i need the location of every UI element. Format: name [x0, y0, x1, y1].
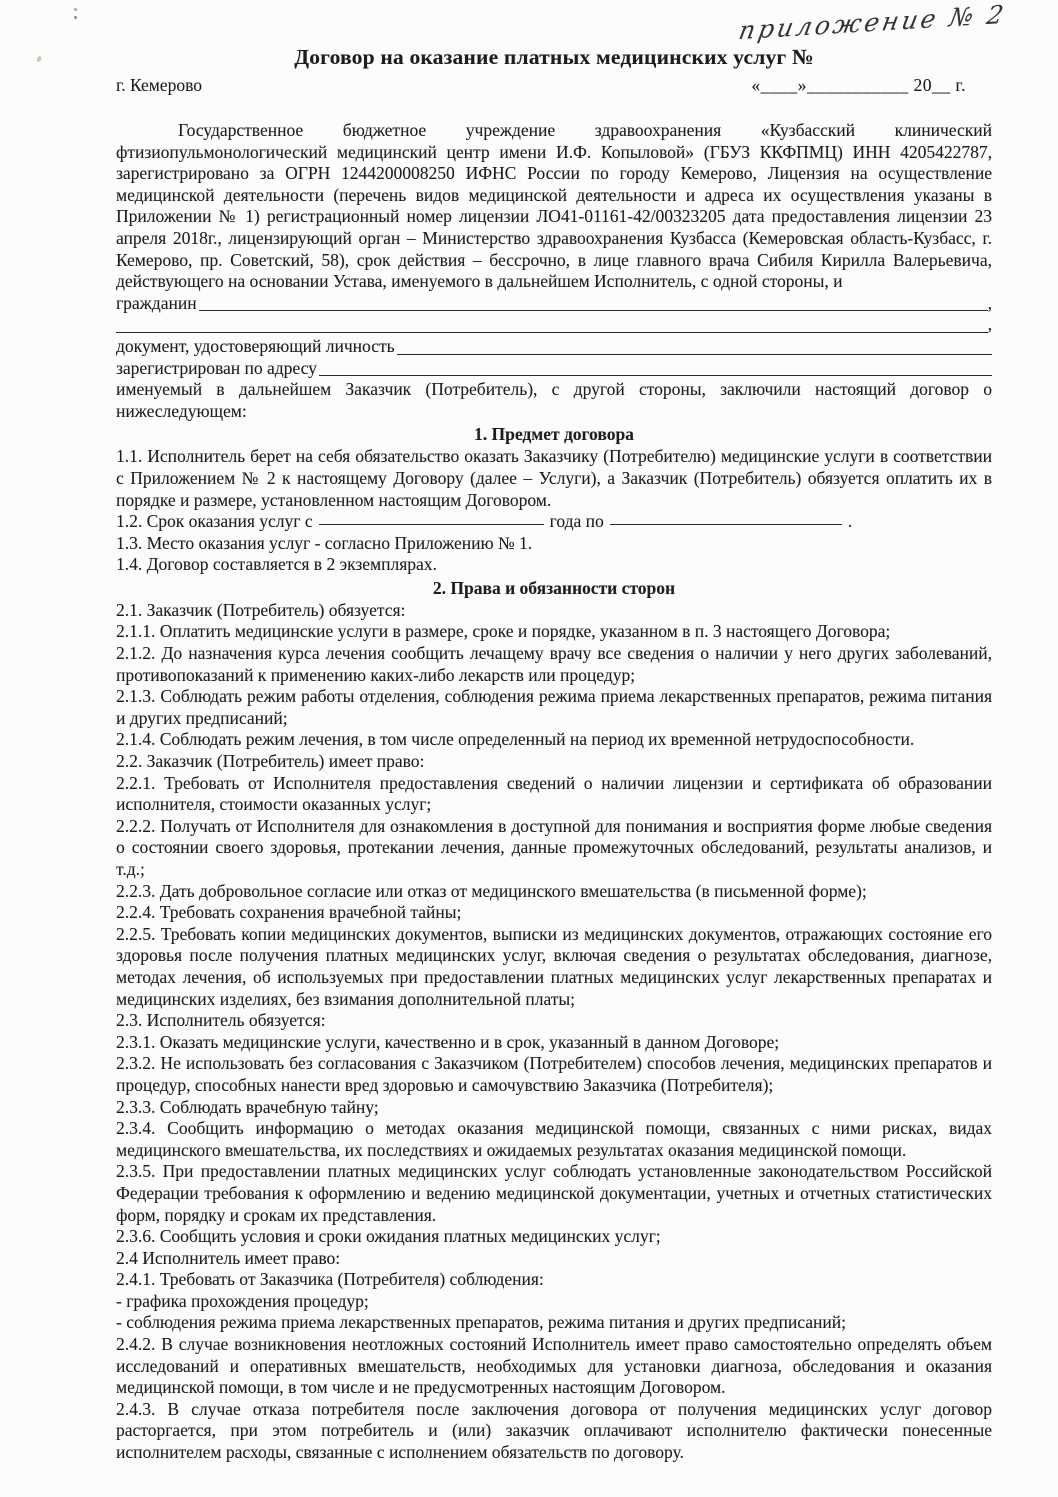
handwritten-annotation: приложение № 2 — [736, 0, 1009, 46]
clause-2-2-2: 2.2.2. Получать от Исполнителя для ознакомления в доступной для понимания и восприятия форме любые сведения о состоянии своего здоровья, протекании лечения, данные промежуточных обследований, результаты анализов, и т.д.; — [116, 815, 992, 879]
clause-2-3: 2.3. Исполнитель обязуется: — [116, 1010, 326, 1031]
trailing-comma: , — [987, 292, 992, 313]
section-1-heading: 1. Предмет договора — [474, 424, 634, 445]
citizen-fill-row — [116, 293, 992, 315]
document-subheader — [116, 75, 992, 96]
clause-2-2-5: 2.2.5. Требовать копии медицинских документов, выписки из медицинских документов, отражающих состояние его здоровья после получения платных медицинских услуг, включая сведения о результатах обследования, диагнозе, методах лечения, об используемых при предоставлении платных медицинских услуг лекарственных препаратах и медицинских изделиях, без взимания дополнительной платы; — [116, 923, 992, 1009]
clause-2-1-1: 2.1.1. Оплатить медицинские услуги в размере, сроке и порядке, указанном в п. 3 настоящего Договора; — [116, 621, 891, 642]
clause-1-1: 1.1. Исполнитель берет на себя обязательство оказать Заказчику (Потребителю) медицинские услуги в соответствии с Приложением № 2 к настоящему Договору (далее – Услуги), а Заказчик (Потребитель) обязуется оплатить их в порядке и размере, установленном настоящим Договором. — [116, 446, 992, 510]
clause-1-2-period: . — [847, 511, 853, 532]
trailing-comma: , — [987, 314, 992, 335]
citizen-fill-row-2 — [116, 314, 992, 336]
identity-document-blank-line — [397, 353, 992, 355]
clause-2-2-3: 2.2.3. Дать добровольное согласие или отказ от медицинского вмешательства (в письменной форме); — [116, 880, 867, 901]
clause-2-4-1-dash-1: - графика прохождения процедур; — [116, 1290, 369, 1311]
clause-2-4-2: 2.4.2. В случае возникновения неотложных состояний Исполнитель имеет право самостоятельно определять объем исследований и оперативных вмешательств, необходимых для установки диагноза, обследования и оказания медицинской помощи, в том числе и не предусмотренных настоящим Договором. — [116, 1334, 992, 1398]
clause-1-2-middle: года по — [549, 511, 604, 532]
intro-paragraph: Государственное бюджетное учреждение здравоохранения «Кузбасский клинический фтизиопульмонологический медицинский центр имени И.Ф. Копыловой» (ГБУЗ ККФПМЦ) ИНН 4205422787, зарегистрировано за ОГРН 1244200008250 ИФНС России по городу Кемерово, Лицензия на осуществление медицинской деятельности (перечень видов медицинской деятельности и адреса их осуществления указаны в Приложении № 1) регистрационный номер лицензии ЛО41-01161-42/00323205 дата предоставления лицензии 23 апреля 2018г., лицензирующий орган – Министерство здравоохранения Кузбасса (Кемеровская область-Кузбасс, г. Кемерово, пр. Советский, 58), срок действия – бессрочно, в лице главного врача Сибиля Кирилла Валерьевича, действующего на основании Устава, именуемого в дальнейшем Исполнитель, с одной стороны, и — [116, 120, 992, 292]
citizen-blank-line — [199, 309, 988, 311]
citizen-label: гражданин — [116, 292, 197, 313]
clause-1-2-prefix: 1.2. Срок оказания услуг с — [116, 511, 313, 532]
clause-2-2-4: 2.2.4. Требовать сохранения врачебной тайны; — [116, 902, 462, 923]
clause-2-1-3: 2.1.3. Соблюдать режим работы отделения, соблюдения режима приема лекарственных препаратов, режима питания и других предписаний; — [116, 686, 992, 728]
intro-closing: именуемый в дальнейшем Заказчик (Потребитель), с другой стороны, заключили настоящий договор о нижеследующем: — [116, 379, 992, 421]
clause-2-3-3: 2.3.3. Соблюдать врачебную тайну; — [116, 1096, 379, 1117]
term-start-blank-line — [319, 523, 544, 525]
registered-address-row — [116, 358, 992, 380]
clause-2-3-5: 2.3.5. При предоставлении платных медицинских услуг соблюдать установленные законодательством Российской Федерации требования к оформлению и ведению медицинской документации, учетных и отчетных статистических форм, порядку и срокам их представления. — [116, 1161, 992, 1225]
clause-2-2: 2.2. Заказчик (Потребитель) имеет право: — [116, 751, 425, 772]
clause-1-3: 1.3. Место оказания услуг - согласно Приложению № 1. — [116, 532, 533, 553]
clause-1-2 — [116, 511, 992, 533]
clause-2-4-1: 2.4.1. Требовать от Заказчика (Потребителя) соблюдения: — [116, 1269, 544, 1290]
date-blank-line: «____»___________ 20__ г. — [751, 75, 966, 95]
clause-2-4-3: 2.4.3. В случае отказа потребителя после заключения договора от получения медицинских услуг договор расторгается, при этом потребитель и (или) заказчик оплачивают исполнителю фактически понесенные исполнителем расходы, связанные с исполнением обязательств по договору. — [116, 1398, 992, 1463]
document-title: Договор на оказание платных медицинских услуг № — [294, 45, 814, 69]
clause-2-1: 2.1. Заказчик (Потребитель) обязуется: — [116, 599, 406, 620]
identity-document-row — [116, 336, 992, 358]
clause-2-2-1: 2.2.1. Требовать от Исполнителя предоставления сведений о наличии лицензии и сертификата об образовании исполнителя, стоимости оказанных услуг; — [116, 772, 992, 815]
clause-2-3-1: 2.3.1. Оказать медицинские услуги, качественно и в срок, указанный в данном Договоре; — [116, 1031, 780, 1052]
clause-2-3-4: 2.3.4. Сообщить информацию о методах оказания медицинской помощи, связанных с ними рисках, видах медицинского вмешательства, их последствиях и ожидаемых результатах оказания медицинской помощи. — [116, 1118, 992, 1160]
clause-2-3-2: 2.3.2. Не использовать без согласования с Заказчиком (Потребителем) способов лечения, медицинских препаратов и процедур, способных нанести вред здоровью и самочувствию Заказчика (Потребителя); — [116, 1053, 992, 1095]
city-label: г. Кемерово — [116, 75, 202, 95]
clause-2-4-1-dash-2: - соблюдения режима приема лекарственных препаратов, режима питания и других предписаний; — [116, 1312, 846, 1333]
identity-document-label: документ, удостоверяющий личность — [116, 335, 395, 356]
clause-1-4: 1.4. Договор составляется в 2 экземплярах. — [116, 554, 437, 575]
clause-2-1-2: 2.1.2. До назначения курса лечения сообщить лечащему врачу все сведения о наличии у него других заболеваний, противопоказаний к применению каких-либо лекарств или процедур; — [116, 643, 992, 685]
clause-2-3-6: 2.3.6. Сообщить условия и сроки ожидания платных медицинских услуг; — [116, 1226, 661, 1247]
registered-address-blank-line — [319, 374, 992, 376]
section-2-heading: 2. Права и обязанности сторон — [432, 577, 676, 598]
registered-address-label: зарегистрирован по адресу — [116, 357, 317, 378]
full-blank-line — [116, 331, 988, 333]
clause-2-4: 2.4 Исполнитель имеет право: — [116, 1247, 341, 1268]
clause-2-1-4: 2.1.4. Соблюдать режим лечения, в том числе определенный на период их временной нетрудоспособности. — [116, 729, 915, 750]
scan-noise-speck — [36, 55, 42, 62]
term-end-blank-line — [610, 523, 842, 525]
scan-noise-speck — [74, 16, 77, 19]
